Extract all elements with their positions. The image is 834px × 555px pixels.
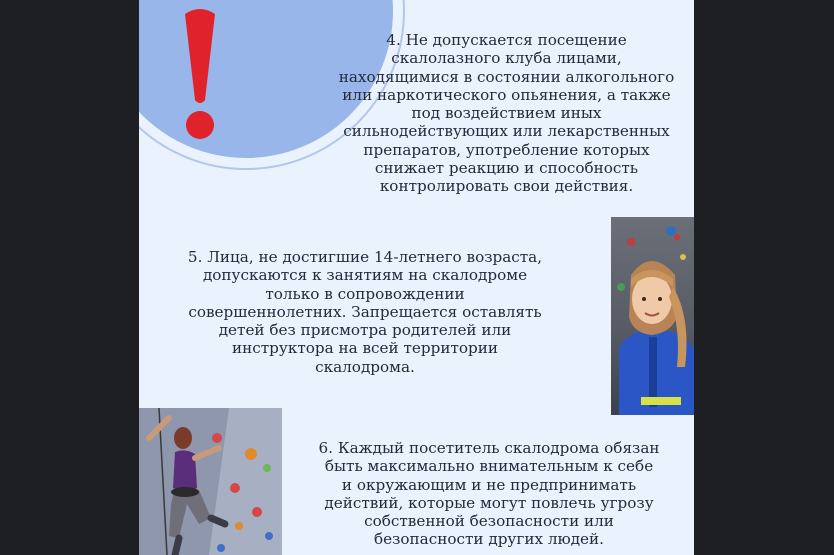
rule-5-text: 5. Лица, не достигшие 14-летнего возраста, допускаются к занятиям на скалодроме только в сопровождении совершеннолетних. Запрещается оставлять детей без присмотра родителей или инструктора на всей территории скалодрома. [187, 248, 543, 376]
woman-climbing-wall-photo [139, 408, 282, 555]
rule-4-text: 4. Не допускается посещение скалолазного клуба лицами, находящимися в состоянии алкогольного или наркотического опьянения, а также под воздействием иных сильнодействующих или лекарственных препаратов, употребление которых снижает реакцию и способность контролировать свои действия. [338, 31, 675, 196]
rule-6-text: 6. Каждый посетитель скалодрома обязан быть максимально внимательным к себе и окружающим и не предпринимать действий, которые могут повлечь угрозу собственной безопасности или безопасности других людей. [318, 439, 660, 549]
document-page [139, 0, 694, 555]
girl-climber-photo [611, 217, 694, 415]
exclamation-mark-icon [179, 4, 221, 140]
